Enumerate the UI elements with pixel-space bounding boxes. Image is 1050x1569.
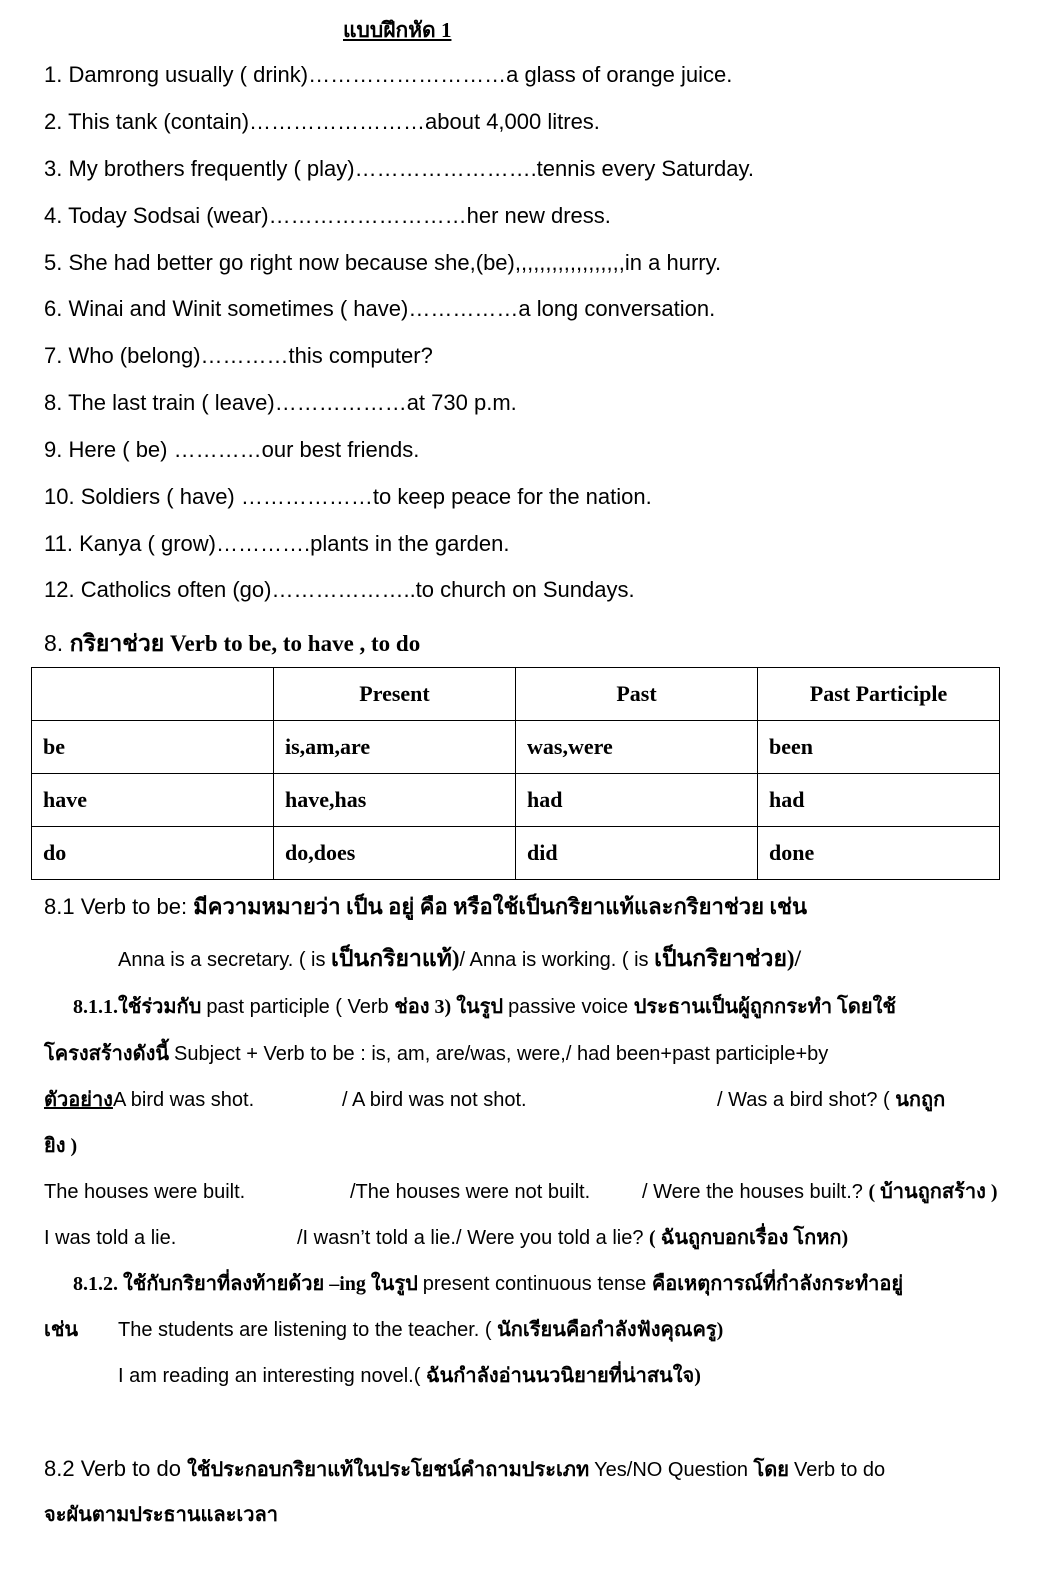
verb-table — [31, 667, 1000, 880]
section-8-2-label: 8.2 Verb to do — [44, 1456, 188, 1481]
table-header-cell: Past — [516, 668, 758, 721]
example-text: / Was a bird shot? ( — [717, 1089, 896, 1111]
table-header-cell: Past Participle — [758, 668, 1000, 721]
section-8-heading — [44, 626, 420, 662]
exercise-item: 6. Winai and Winit sometimes ( have)……………a long conversation. — [44, 296, 716, 321]
example-line-2 — [44, 1178, 1044, 1206]
table-cell: did — [516, 827, 758, 880]
example-line-4 — [44, 1316, 1044, 1344]
thai-text: ประธานเป็นผู้ถูกกระทำ โดยใช้ — [633, 996, 896, 1018]
english-text: Yes/NO Question — [594, 1459, 754, 1481]
section-8-number: 8. — [44, 630, 64, 656]
english-text: passive voice — [508, 996, 634, 1018]
example-line-5 — [118, 1362, 701, 1390]
exercise-item: 8. The last train ( leave)………………at 730 p.m. — [44, 390, 517, 415]
english-text: present continuous tense — [422, 1273, 652, 1295]
thai-text: ช่อง 3) ในรูป — [394, 996, 509, 1018]
example-note: ฉันกำลังอ่านนวนิยายที่น่าสนใจ) — [425, 1365, 701, 1387]
example-text: I am reading an interesting novel.( — [118, 1365, 426, 1387]
exercise-item: 10. Soldiers ( have) ………………to keep peace for the nation. — [44, 484, 652, 509]
table-row — [32, 721, 1000, 774]
exercise-item: 7. Who (belong)…………this computer? — [44, 343, 433, 368]
section-8-1-label: 8.1 Verb to be: — [44, 894, 194, 919]
table-cell: have — [32, 774, 274, 827]
example-text: A bird was shot. — [112, 1089, 255, 1111]
example-note: เป็นกริยาแท้) — [331, 946, 460, 971]
exercise-item: 2. This tank (contain)……………………about 4,000 litres. — [44, 109, 600, 134]
section-8-1-desc: มีความหมายว่า เป็น อยู่ คือ หรือใช้เป็นกริยาแท้และกริยาช่วย เช่น — [193, 894, 807, 919]
thai-text: 8.1.2. ใช้กับกริยาที่ลงท้ายด้วย –ing ในรูป — [73, 1273, 423, 1295]
table-cell: is,am,are — [274, 721, 516, 774]
section-8-1-line — [44, 893, 807, 921]
table-row — [32, 774, 1000, 827]
example-label: เช่น — [44, 1319, 79, 1341]
example-note: นกถูก — [895, 1089, 946, 1111]
table-cell: been — [758, 721, 1000, 774]
section-8-title: กริยาช่วย Verb to be, to have , to do — [69, 631, 421, 656]
example-note: เป็นกริยาช่วย)/ — [654, 946, 801, 971]
structure-line — [44, 1040, 828, 1068]
exercise-item: 11. Kanya ( grow)………….plants in the garden. — [44, 531, 510, 556]
table-header-row — [32, 668, 1000, 721]
exercise-item: 9. Here ( be) …………our best friends. — [44, 437, 420, 462]
english-text: past participle ( Verb — [206, 996, 395, 1018]
table-cell: had — [516, 774, 758, 827]
table-cell: do — [32, 827, 274, 880]
section-8-1-1-line — [73, 993, 896, 1021]
example-label: ตัวอย่าง — [44, 1089, 113, 1111]
section-8-2-line — [44, 1455, 885, 1484]
exercise-item: 1. Damrong usually ( drink)………………………a glass of orange juice. — [44, 62, 733, 87]
table-row — [32, 827, 1000, 880]
example-note: ยิง ) — [44, 1135, 78, 1157]
thai-text: 8.1.1.ใช้ร่วมกับ — [73, 996, 207, 1018]
example-text: / Anna is working. ( is — [459, 949, 655, 971]
exercise-item: 12. Catholics often (go)………………..to church on Sundays. — [44, 577, 635, 602]
exercise-item: 4. Today Sodsai (wear)………………………her new dress. — [44, 203, 611, 228]
section-8-1-2-line — [73, 1270, 903, 1298]
table-cell: do,does — [274, 827, 516, 880]
example-text: I was told a lie. — [44, 1227, 177, 1249]
table-cell: had — [758, 774, 1000, 827]
exercise-item: 3. My brothers frequently ( play)…………………….tennis every Saturday. — [44, 156, 754, 181]
example-text: /I wasn’t told a lie./ Were you told a lie? — [297, 1227, 650, 1249]
section-8-2-continuation: จะผันตามประธานและเวลา — [44, 1504, 278, 1526]
example-text: /The houses were not built. — [350, 1181, 591, 1203]
example-text: Anna is a secretary. ( is — [118, 949, 332, 971]
table-cell: done — [758, 827, 1000, 880]
example-line-3 — [44, 1224, 1044, 1252]
table-cell: have,has — [274, 774, 516, 827]
example-line-1 — [44, 1086, 984, 1114]
table-header-cell — [32, 668, 274, 721]
example-text: / Were the houses built.? — [642, 1181, 869, 1203]
example-note: นักเรียนคือกำลังฟังคุณครู) — [497, 1319, 724, 1341]
table-cell: be — [32, 721, 274, 774]
thai-text: โดย — [753, 1459, 794, 1481]
section-8-1-example — [118, 945, 801, 974]
page-title: แบบฝึกหัด 1 — [343, 18, 452, 42]
table-header-cell: Present — [274, 668, 516, 721]
exercise-item: 5. She had better go right now because she,(be),,,,,,,,,,,,,,,,,,in a hurry. — [44, 250, 722, 275]
thai-text: คือเหตุการณ์ที่กำลังกระทำอยู่ — [651, 1273, 904, 1295]
example-note: ( ฉันถูกบอกเรื่อง โกหก) — [649, 1227, 849, 1249]
thai-text: โครงสร้างดังนี้ — [44, 1043, 174, 1065]
thai-text: ใช้ประกอบกริยาแท้ในประโยชน์คำถามประเภท — [187, 1459, 595, 1481]
example-text: The houses were built. — [44, 1181, 246, 1203]
table-cell: was,were — [516, 721, 758, 774]
english-text: Verb to do — [793, 1459, 886, 1481]
example-text: The students are listening to the teacher. ( — [118, 1319, 498, 1341]
structure-formula: Subject + Verb to be : is, am, are/was, were,/ had been+past participle+by — [174, 1043, 829, 1065]
example-text: / A bird was not shot. — [342, 1089, 527, 1111]
example-note: ( บ้านถูกสร้าง ) — [868, 1181, 998, 1203]
